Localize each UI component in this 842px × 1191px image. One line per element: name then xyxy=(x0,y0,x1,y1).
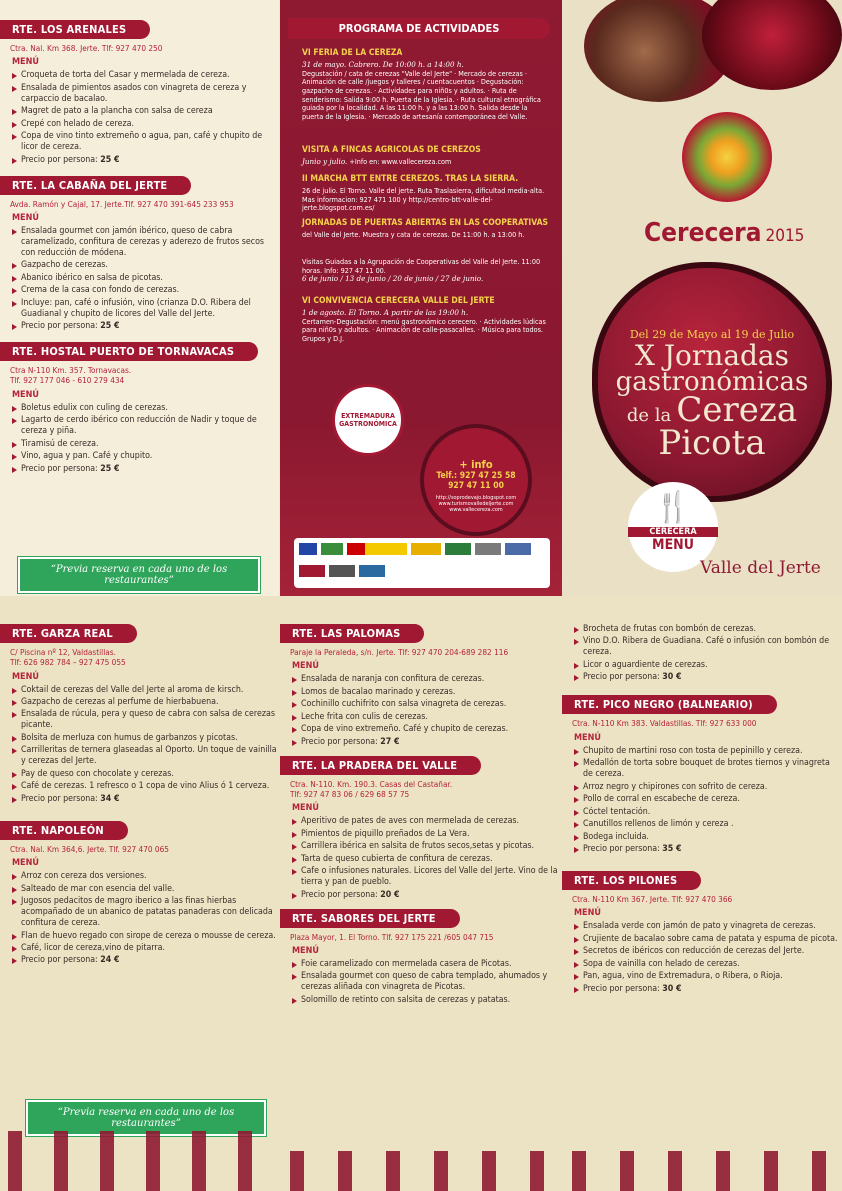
menu-badge-line-1: CERECERA xyxy=(628,527,718,537)
event-convivencia xyxy=(302,296,550,344)
info-phone-2: 927 47 11 00 xyxy=(448,481,504,491)
menu-item: Jugosos pedacitos de magro iberico a las finas hierbas acompañado de un abanico de patatas panaderas con delicada confitura de cereza. xyxy=(12,896,280,929)
menu-item: Bolsita de merluza con humus de garbanzos y picotas. xyxy=(12,733,280,744)
price-line xyxy=(574,844,842,855)
reserve-note: “Previa reserva en cada uno de los restaurantes” xyxy=(18,557,260,593)
restaurant-address: C/ Piscina nº 12, Valdastillas. Tlf: 626 982 784 – 927 475 055 xyxy=(10,647,126,668)
menu-item: Aperitivo de pates de aves con mermelada de cerezas. xyxy=(292,816,562,827)
top-left-panel xyxy=(0,0,279,596)
sponsor-logo xyxy=(359,565,385,577)
restaurant-list-bottom-mid xyxy=(280,622,562,1006)
price-label: Precio por persona: xyxy=(21,793,98,804)
menu-item: Canutillos rellenos de limón y cereza . xyxy=(574,819,842,830)
menu-label: MENÚ xyxy=(12,858,39,869)
restaurant-name: RTE. NAPOLEÓN xyxy=(0,821,128,840)
event-puertas xyxy=(302,218,550,240)
continued-menu xyxy=(574,624,842,683)
restaurant-list-top-left xyxy=(0,18,279,475)
restaurant-list-bottom-left xyxy=(0,622,280,966)
price-value: 30 € xyxy=(662,672,682,683)
menu-item: Chupito de martini roso con tosta de pepinillo y cereza. xyxy=(574,746,842,757)
brand-name: Cerecera xyxy=(644,218,762,248)
price-value: 20 € xyxy=(380,889,400,900)
menu-item: Ensalada gourmet con queso de cabra templado, ahumados y cerezas aliñada con vinagreta de Picotas. xyxy=(292,971,562,993)
price-value: 25 € xyxy=(100,154,120,165)
event-title: VI CONVIVENCIA CERECERA VALLE DEL JERTE xyxy=(302,296,495,306)
menu-label: MENÚ xyxy=(292,803,319,814)
restaurant-name: RTE. LOS PILONES xyxy=(562,871,701,890)
price-value: 24 € xyxy=(100,955,120,966)
menu-label: MENÚ xyxy=(12,57,39,68)
price-value: 35 € xyxy=(662,844,682,855)
restaurant-block xyxy=(280,754,562,901)
price-line xyxy=(292,737,562,748)
event-title: II MARCHA BTT ENTRE CEREZOS. TRAS LA SIERRA. xyxy=(302,174,519,184)
menu-badge-line-2: MENU xyxy=(652,537,694,553)
price-label: Precio por persona: xyxy=(21,955,98,966)
info-link[interactable]: www.turismovalledeljerte.com xyxy=(438,501,514,507)
sponsor-logo xyxy=(321,543,343,555)
price-value: 25 € xyxy=(100,321,120,332)
menu-item: Lomos de bacalao marinado y cerezas. xyxy=(292,687,562,698)
menu-item: Tiramisú de cereza. xyxy=(12,439,279,450)
cherry-decoration xyxy=(562,1151,842,1191)
price-label: Precio por persona: xyxy=(583,983,660,994)
price-value: 30 € xyxy=(662,983,682,994)
bottom-left-panel xyxy=(0,596,280,1191)
price-label: Precio por persona: xyxy=(21,321,98,332)
menu-item: Coktail de cerezas del Valle del Jerte al aroma de kirsch. xyxy=(12,685,280,696)
info-link[interactable]: http://soprodevajo.blogspot.com xyxy=(435,495,517,501)
menu-item: Pollo de corral en escabeche de cereza. xyxy=(574,794,842,805)
restaurant-address: Ctra. N-110 Km 383. Valdastillas. Tlf: 927 633 000 xyxy=(572,718,757,729)
event-dates: Del 29 de Mayo al 19 de Julio xyxy=(629,328,795,341)
menu-items xyxy=(292,959,562,1006)
restaurant-name: RTE. LA PRADERA DEL VALLE xyxy=(280,756,481,775)
price-value: 25 € xyxy=(100,463,120,474)
price-line xyxy=(12,464,279,475)
restaurant-block xyxy=(0,819,280,967)
menu-items xyxy=(574,746,842,855)
menu-item: Medallón de torta sobre bouquet de brotes tiernos y vinagreta de cereza. xyxy=(574,758,842,780)
menu-item: Brocheta de frutas con bombón de cerezas. xyxy=(574,624,842,635)
menu-item: Cafe o infusiones naturales. Licores del Valle del Jerte. Vino de la tierra y pan de pueblo. xyxy=(292,866,562,888)
restaurant-name: RTE. HOSTAL PUERTO DE TORNAVACAS xyxy=(0,342,258,361)
menu-label: MENÚ xyxy=(574,732,601,743)
event-body: +Info en: www.vallecereza.com xyxy=(349,157,452,167)
restaurant-address: Ctra. N-110 Km 367. Jerte. Tlf: 927 470 366 xyxy=(572,894,733,905)
price-line xyxy=(574,984,842,995)
program-panel xyxy=(280,0,562,596)
menu-item: Gazpacho de cerezas. xyxy=(12,260,279,271)
title-line-2: gastronómicas xyxy=(615,366,809,397)
cherry-photo-top xyxy=(702,0,842,90)
title-cereza: Cereza xyxy=(676,390,798,431)
program-title: PROGRAMA DE ACTIVIDADES xyxy=(288,18,550,39)
menu-items xyxy=(12,70,279,165)
info-link[interactable]: www.vallecereza.com xyxy=(449,507,503,513)
restaurant-address: Ctra. N-110. Km. 190.3. Casas del Castañar. Tlf: 927 47 83 06 / 629 68 57 75 xyxy=(290,778,453,799)
restaurant-address: Ctra. Nal. Km 368. Jerte. Tlf: 927 470 250 xyxy=(10,43,163,53)
sponsor-logo xyxy=(505,543,531,555)
menu-item: Tarta de queso cubierta de confitura de cerezas. xyxy=(292,854,562,865)
menu-item: Salteado de mar con esencia del valle. xyxy=(12,884,280,895)
menu-items xyxy=(12,403,279,475)
menu-items xyxy=(292,674,562,747)
event-body: 26 de julio. El Torno. Valle del jerte. Ruta Traslasierra, dificultad media-alta. Mas informacion: 927 471 100 y http://centro-btt-valle-del-jerte.blogspot.com.es/ xyxy=(302,186,545,213)
restaurant-name: RTE. GARZA REAL xyxy=(0,624,137,643)
event-body: Degustación / cata de cerezas "Valle del Jerte" · Mercado de cerezas · Animación de calle /juegos y talleres / cuentacuentos · Degustación: gazpacho de cerezas. · Actividades para niñ0s y adultos. · Ruta de senderismo: Salida 9:00 h. Puerta de la Iglesia. · Ruta cultural etnográfica guiada por la localidad. A las 11:00 h. y a las 13:00 h. Salida desde la puerta de la Iglesia. · Mercado de artesanía contemporánea del Valle. xyxy=(302,68,541,122)
brand-year: 2015 xyxy=(765,226,805,246)
menu-item: Pan, agua, vino de Extremadura, o Ribera, o Rioja. xyxy=(574,971,842,982)
price-label: Precio por persona: xyxy=(583,672,660,683)
menu-item: Ensalada de pimientos asados con vinagreta de cereza y carpaccio de bacalao. xyxy=(12,83,279,105)
restaurant-block xyxy=(0,174,279,333)
menu-label: MENÚ xyxy=(292,945,319,956)
event-title: VI FERIA DE LA CEREZA xyxy=(302,48,403,58)
menu-item: Copa de vino tinto extremeño o agua, pan, café y chupito de licor de cereza. xyxy=(12,131,279,153)
restaurant-name: RTE. LA CABAÑA DEL JERTE xyxy=(0,176,191,195)
price-label: Precio por persona: xyxy=(21,154,98,165)
restaurant-block xyxy=(0,18,279,166)
reserve-note: “Previa reserva en cada uno de los restaurantes” xyxy=(26,1100,266,1136)
menu-item: Magret de pato a la plancha con salsa de cereza xyxy=(12,106,279,117)
spain-gov-logo xyxy=(347,543,407,555)
bottom-mid-panel xyxy=(280,596,562,1191)
restaurant-block xyxy=(0,622,280,805)
menu-items xyxy=(12,226,279,332)
price-label: Precio por persona: xyxy=(301,889,378,900)
info-phone-1: Telf.: 927 47 25 58 xyxy=(436,471,516,481)
menu-item: Incluye: pan, café o infusión, vino (crianza D.O. Ribera del Guadianal y chupito de licores del Valle del Jerte. xyxy=(12,298,279,320)
menu-item: Carrilleritas de ternera glaseadas al Oporto. Un toque de vainilla y cerezas del Jerte. xyxy=(12,745,280,767)
title-line-4: Picota xyxy=(658,422,766,463)
menu-item: Ensalada verde con jamón de pato y vinagreta de cerezas. xyxy=(574,921,842,932)
menu-item: Licor o aguardiente de cerezas. xyxy=(574,660,842,671)
sponsor-logos xyxy=(294,538,550,588)
menu-item: Vino, agua y pan. Café y chupito. xyxy=(12,451,279,462)
menu-item: Sopa de vainilla con helado de cerezas. xyxy=(574,959,842,970)
menu-item: Bodega incluida. xyxy=(574,832,842,843)
menu-items xyxy=(12,685,280,805)
sponsor-logo xyxy=(475,543,501,555)
info-title: + info xyxy=(459,458,493,471)
menu-item: Copa de vino extremeño. Café y chupito de cerezas. xyxy=(292,724,562,735)
sponsor-logo xyxy=(411,543,441,555)
cover-panel xyxy=(562,0,842,596)
event-title: VISITA A FINCAS AGRICOLAS DE CEREZOS xyxy=(302,145,481,155)
cherry-decoration xyxy=(280,1151,562,1191)
restaurant-block xyxy=(0,340,279,474)
event-title: JORNADAS DE PUERTAS ABIERTAS EN LAS COOPERATIVAS xyxy=(302,218,549,228)
title-de-la: de la xyxy=(626,405,672,427)
bottom-right-panel xyxy=(562,596,842,1191)
menu-item: Cóctel tentación. xyxy=(574,807,842,818)
menu-label: MENÚ xyxy=(574,908,601,919)
menu-item: Crujiente de bacalao sobre cama de patata y espuma de picota. xyxy=(574,934,842,945)
event-btt xyxy=(302,174,550,213)
menu-item: Foie caramelizado con mermelada casera de Picotas. xyxy=(292,959,562,970)
menu-item: Carrillera ibérica en salsita de frutos secos,setas y picotas. xyxy=(292,841,562,852)
event-body: Certamen-Degustación: menú gastronómico cerecero. · Actividades lúdicas para niñ0s y adultos. · Animación de calle-pasacalles. · Música para todos. Grupos y D.J. xyxy=(302,316,546,344)
event-feria xyxy=(302,48,550,122)
menu-item: Solomillo de retinto con salsita de cerezas y patatas. xyxy=(292,995,562,1006)
price-value: 27 € xyxy=(380,736,400,747)
menu-item: Crema de la casa con fondo de cerezas. xyxy=(12,285,279,296)
event-title-main xyxy=(597,339,827,463)
restaurant-block xyxy=(562,693,842,855)
price-line xyxy=(12,321,279,332)
restaurant-address: Ctra. Nal. Km 364,6. Jerte. Tlf. 927 470 065 xyxy=(10,843,169,854)
cutlery-icon: 🍴 xyxy=(654,490,692,525)
price-line xyxy=(12,155,279,166)
menu-item: Ensalada de rúcula, pera y queso de cabra con salsa de cerezas picante. xyxy=(12,709,280,731)
price-label: Precio por persona: xyxy=(583,844,660,855)
event-date: 31 de mayo. Cabrero. De 10:00 h. a 14:00 h. xyxy=(302,60,464,70)
menu-item: Pimientos de piquillo preñados de La Vera. xyxy=(292,829,562,840)
menu-item: Gazpacho de cerezas al perfume de hierbabuena. xyxy=(12,697,280,708)
restaurant-block xyxy=(280,907,562,1006)
brand-logo xyxy=(644,218,804,248)
price-value: 34 € xyxy=(100,793,120,804)
fruit-photo xyxy=(682,112,772,202)
restaurant-address: Avda. Ramón y Cajal, 17. Jerte.Tlf. 927 470 391-645 233 953 xyxy=(10,198,234,209)
menu-item: Café, licor de cereza,vino de pitarra. xyxy=(12,943,280,954)
title-line-3 xyxy=(597,390,827,431)
restaurant-list-bottom-right xyxy=(562,693,842,994)
menu-item: Lagarto de cerdo ibérico con reducción de Nadir y toque de cereza y piña. xyxy=(12,415,279,437)
menu-item: Ensalada de naranja con confitura de cerezas. xyxy=(292,674,562,685)
event-date: Junio y julio. xyxy=(302,157,348,167)
menu-item: Leche frita con culis de cerezas. xyxy=(292,712,562,723)
price-line xyxy=(574,672,842,683)
menu-item: Vino D.O. Ribera de Guadiana. Café o infusión con bombón de cereza. xyxy=(574,636,842,658)
menu-item: Arroz con cereza dos versiones. xyxy=(12,871,280,882)
title-line-1: X Jornadas xyxy=(634,339,789,372)
restaurant-name: RTE. PICO NEGRO (BALNEARIO) xyxy=(562,695,777,714)
restaurant-address: Ctra N-110 Km. 357. Tornavacas. Tlf. 927 177 046 - 610 279 434 xyxy=(10,365,132,386)
event-date: 1 de agosto. El Torno. A partir de las 19:00 h. xyxy=(302,308,469,318)
price-line xyxy=(12,955,280,966)
restaurant-block xyxy=(562,869,842,995)
eu-flag-logo xyxy=(299,543,317,555)
menu-item: Croqueta de torta del Casar y mermelada de cereza. xyxy=(12,70,279,81)
menu-label: MENÚ xyxy=(12,671,39,682)
info-bubble xyxy=(420,424,532,536)
menu-item: Arroz negro y chipirones con sofrito de cereza. xyxy=(574,782,842,793)
price-line xyxy=(12,794,280,805)
menu-items xyxy=(292,816,562,900)
menu-items xyxy=(574,921,842,994)
sponsor-logo xyxy=(329,565,355,577)
restaurant-address: Paraje la Peraleda, s/n. Jerte. Tlf: 927 470 204-689 282 116 xyxy=(290,647,509,657)
menu-item: Flan de huevo regado con sirope de cereza o mousse de cereza. xyxy=(12,931,280,942)
restaurant-name: RTE. LAS PALOMAS xyxy=(280,624,424,643)
restaurant-address: Plaza Mayor, 1. El Torno. Tlf. 927 175 221 /605 047 715 xyxy=(290,931,494,942)
price-label: Precio por persona: xyxy=(301,736,378,747)
event-date: 6 de junio / 13 de junio / 20 de junio / 27 de junio. xyxy=(302,274,484,284)
price-label: Precio por persona: xyxy=(21,463,98,474)
menu-label: MENÚ xyxy=(12,212,39,223)
price-line xyxy=(292,890,562,901)
valley-name: Valle del Jerte xyxy=(700,558,821,578)
menu-item: Boletus edulix con culing de cerezas. xyxy=(12,403,279,414)
menu-item: Pay de queso con chocolate y cerezas. xyxy=(12,769,280,780)
event-body: Visitas Guiadas a la Agrupación de Cooperativas del Valle del Jerte. 11:00 horas. Info: 927 47 11 00. xyxy=(302,257,541,275)
menu-item: Crepé con helado de cereza. xyxy=(12,119,279,130)
event-body: del Valle del Jerte. Muestra y cata de cerezas. De 11:00 h. a 13:00 h. xyxy=(302,230,525,240)
restaurant-block xyxy=(280,622,562,748)
gastronomy-badge xyxy=(332,384,404,456)
menu-item: Ensalada gourmet con jamón ibérico, queso de cabra caramelizado, confitura de cerezas y aderezo de frutos secos con reducción de módena. xyxy=(12,226,279,259)
menu-item: Abanico ibérico en salsa de picotas. xyxy=(12,273,279,284)
menu-item: Cochinillo cuchifrito con salsa vinagreta de cerezas. xyxy=(292,699,562,710)
badge-text: EXTREMADURA GASTRONÓMICA xyxy=(339,412,397,428)
restaurant-name: RTE. SABORES DEL JERTE xyxy=(280,909,460,928)
menu-items xyxy=(12,871,280,966)
cherry-decoration xyxy=(0,1131,280,1191)
menu-item: Café de cerezas. 1 refresco o 1 copa de vino Alius ó 1 cerveza. xyxy=(12,781,280,792)
event-visitas xyxy=(302,258,550,284)
sponsor-logo xyxy=(445,543,471,555)
event-fincas xyxy=(302,145,550,167)
menu-item: Secretos de ibéricos con reducción de cerezas del Jerte. xyxy=(574,946,842,957)
menu-label: MENÚ xyxy=(12,389,39,400)
restaurant-name: RTE. LOS ARENALES xyxy=(0,20,150,39)
sponsor-logo xyxy=(299,565,325,577)
menu-label: MENÚ xyxy=(292,661,319,672)
